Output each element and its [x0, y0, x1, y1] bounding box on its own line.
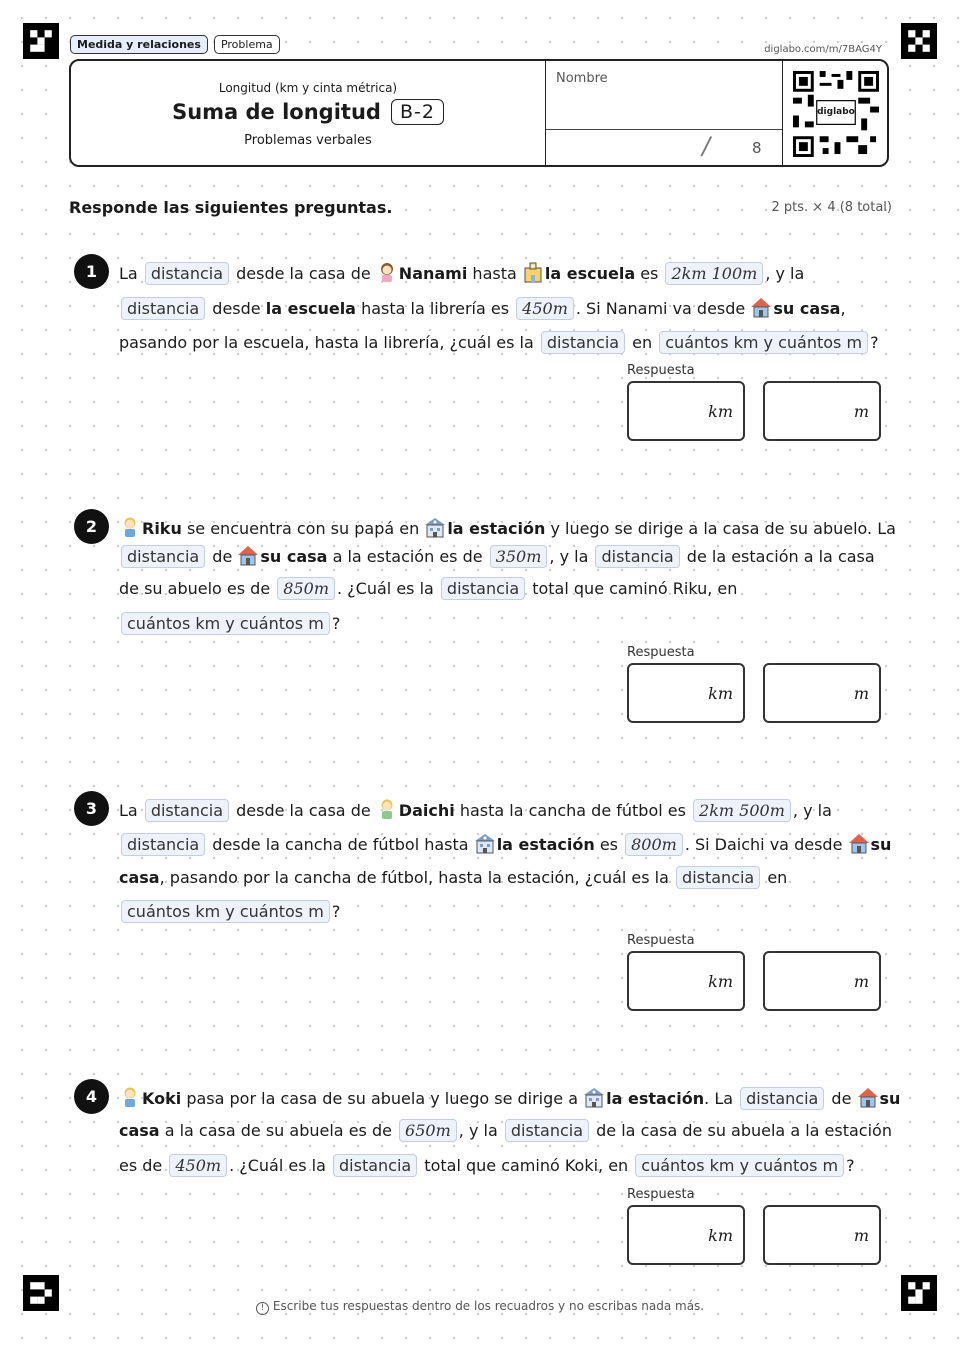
value-chip: 2km 500m	[693, 799, 791, 822]
boy-character-icon	[119, 516, 141, 538]
q1-line-2: distancia desde la escuela hasta la librería es 450m . Si Nanami va desde su casa,	[119, 296, 846, 320]
value-chip: 850m	[277, 577, 335, 600]
unit-question-chip: cuántos km y cuántos m	[121, 900, 330, 923]
house-icon	[750, 296, 772, 318]
q3-line-2: distancia desde la cancha de fútbol hasta la estación es 800m . Si Daichi va desde su	[119, 832, 891, 856]
worksheet-code: B-2	[391, 99, 444, 125]
q3-line-4: cuántos km y cuántos m ?	[119, 900, 340, 923]
term-chip: distancia	[145, 262, 229, 285]
value-chip: 350m	[490, 545, 548, 568]
station-icon	[424, 516, 446, 538]
term-chip: distancia	[145, 799, 229, 822]
term-chip: distancia	[441, 577, 525, 600]
footer-text: Escribe tus respuestas dentro de los recuadros y no escribas nada más.	[272, 1299, 705, 1313]
info-icon: !	[256, 1302, 269, 1315]
name-label: Nombre	[556, 71, 608, 86]
answer-box-m[interactable]: m	[763, 381, 881, 441]
question-number-3: 3	[74, 791, 109, 826]
answer-box-m[interactable]: m	[763, 663, 881, 723]
q3-line-1: La distancia desde la casa de Daichi hasta la cancha de fútbol es 2km 500m , y la	[119, 798, 832, 822]
answer-box-km[interactable]: km	[627, 1205, 745, 1265]
qr-center-label: diglabo	[817, 107, 855, 117]
q2-line-3: de su abuelo es de 850m . ¿Cuál es la distancia total que caminó Riku, en	[119, 579, 738, 598]
term-chip: distancia	[505, 1119, 589, 1142]
station-icon	[583, 1086, 605, 1108]
term-chip: distancia	[121, 545, 205, 568]
value-chip: 800m	[625, 833, 683, 856]
question-number-1: 1	[74, 254, 109, 289]
unit-question-chip: cuántos km y cuántos m	[121, 612, 330, 635]
points-info: 2 pts. × 4 (8 total)	[771, 200, 892, 215]
q4-line-3: es de 450m . ¿Cuál es la distancia total que caminó Koki, en cuántos km y cuántos m ?	[119, 1156, 855, 1175]
corner-marker-top-right	[901, 23, 937, 59]
score-slash: /	[702, 132, 711, 160]
tag-category: Medida y relaciones	[70, 35, 208, 54]
answer-label: Respuesta	[627, 645, 695, 660]
term-chip: distancia	[676, 866, 760, 889]
q2-line-4: cuántos km y cuántos m ?	[119, 612, 340, 635]
site-url: diglabo.com/m/7BAG4Y	[764, 44, 882, 55]
term-chip: distancia	[333, 1154, 417, 1177]
answer-box-m[interactable]: m	[763, 951, 881, 1011]
term-chip: distancia	[121, 297, 205, 320]
unit-question-chip: cuántos km y cuántos m	[659, 331, 868, 354]
answer-box-m[interactable]: m	[763, 1205, 881, 1265]
header-title-area	[71, 61, 545, 165]
header-subtitle-2: Problemas verbales	[244, 133, 372, 148]
name-score-area	[545, 61, 783, 165]
q4-line-1: Koki pasa por la casa de su abuela y luego se dirige a la estación. La distancia de su	[119, 1086, 900, 1110]
q1-line-3: pasando por la escuela, hasta la librería, ¿cuál es la distancia en cuántos km y cuántos m ?	[119, 333, 879, 352]
boy-character-icon	[376, 798, 398, 820]
tag-type: Problema	[214, 35, 280, 54]
tag-row	[70, 35, 280, 54]
value-chip: 450m	[169, 1154, 227, 1177]
answer-label: Respuesta	[627, 1187, 695, 1202]
worksheet-header	[69, 59, 889, 167]
boy-character-icon	[119, 1086, 141, 1108]
question-number-2: 2	[74, 509, 109, 544]
corner-marker-top-left	[23, 23, 59, 59]
unit-question-chip: cuántos km y cuántos m	[635, 1154, 844, 1177]
answer-box-km[interactable]: km	[627, 951, 745, 1011]
answer-label: Respuesta	[627, 363, 695, 378]
header-subtitle: Longitud (km y cinta métrica)	[218, 81, 398, 95]
q2-line-1: Riku se encuentra con su papá en la estación y luego se dirige a la casa de su abuelo. La	[119, 516, 896, 538]
house-icon	[848, 832, 870, 854]
value-chip: 2km 100m	[665, 262, 763, 285]
question-number-4: 4	[74, 1079, 109, 1114]
value-chip: 650m	[399, 1119, 457, 1142]
school-icon	[522, 261, 544, 283]
q3-line-3: casa, pasando por la cancha de fútbol, hasta la estación, ¿cuál es la distancia en	[119, 868, 788, 887]
score-row	[546, 129, 782, 166]
answer-box-km[interactable]: km	[627, 381, 745, 441]
house-icon	[237, 544, 259, 566]
station-icon	[474, 832, 496, 854]
q2-line-2: distancia de su casa a la estación es de 350m , y la distancia de la estación a la casa	[119, 544, 875, 568]
girl-character-icon	[376, 261, 398, 283]
q1-line-1: La distancia desde la casa de Nanami hasta la escuela es 2km 100m , y la	[119, 261, 804, 285]
qr-code	[793, 71, 879, 157]
footer-note	[0, 1299, 960, 1315]
answer-label: Respuesta	[627, 933, 695, 948]
score-total: 8	[752, 139, 762, 157]
value-chip: 450m	[516, 297, 574, 320]
term-chip: distancia	[541, 331, 625, 354]
term-chip: distancia	[121, 833, 205, 856]
q4-line-2: casa a la casa de su abuela es de 650m , y la distancia de la casa de su abuela a la estación	[119, 1121, 892, 1140]
instructions: Responde las siguientes preguntas.	[69, 198, 393, 217]
page-title: Suma de longitud	[172, 100, 381, 124]
house-icon	[857, 1086, 879, 1108]
answer-box-km[interactable]: km	[627, 663, 745, 723]
term-chip: distancia	[595, 545, 679, 568]
term-chip: distancia	[740, 1087, 824, 1110]
